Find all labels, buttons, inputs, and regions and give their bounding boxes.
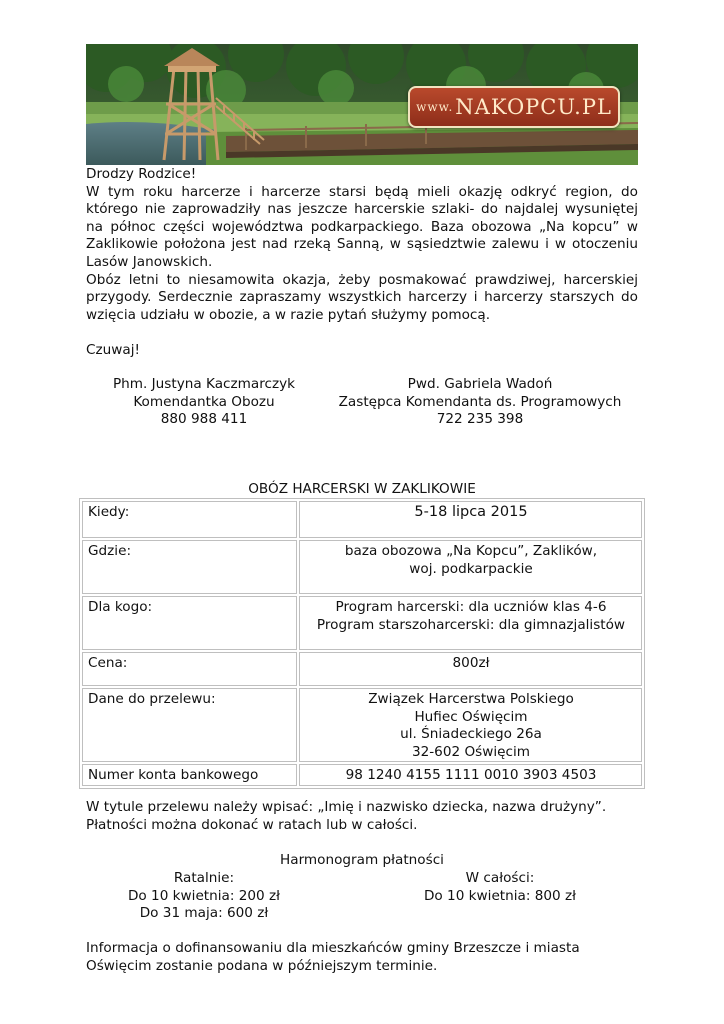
row-value <box>299 596 642 650</box>
funding-info <box>86 940 638 975</box>
row-label: Kiedy: <box>82 501 297 538</box>
value-line: Związek Harcerstwa Polskiego <box>368 691 574 707</box>
payment-schedule-title: Harmonogram płatności <box>280 852 444 868</box>
camp-dates: 5-18 lipca 2015 <box>414 504 528 520</box>
row-label: Dla kogo: <box>82 596 297 650</box>
installment-item: Do 31 maja: 600 zł <box>139 905 269 922</box>
signature-role: Komendantka Obozu <box>133 393 275 410</box>
row-value <box>299 540 642 594</box>
table-row <box>82 596 642 650</box>
row-label: Dane do przelewu: <box>82 688 297 762</box>
row-value <box>299 764 642 786</box>
row-value <box>299 652 642 686</box>
transfer-title-instruction: W tytule przelewu należy wpisać: „Imię i nazwisko dziecka, nazwa drużyny”. <box>86 799 607 815</box>
letter-paragraph-2: Obóz letni to niesamowita okazja, żeby posmakować prawdziwej, harcerskiej przygody. Serdecznie zapraszamy wszystkich harcerzy i harcerzy starszych do wzięcia udziału w obozie, a w razie pytań służymy pomocą. <box>86 271 638 323</box>
table-row <box>82 688 642 762</box>
value-line: woj. podkarpackie <box>409 560 533 577</box>
letter-closing: Czuwaj! <box>86 341 140 358</box>
table-row <box>82 540 642 594</box>
letter-greeting: Drodzy Rodzice! <box>86 166 197 182</box>
camp-table-title: OBÓZ HARCERSKI W ZAKLIKOWIE <box>248 481 476 497</box>
signature-phone: 880 988 411 <box>160 411 248 428</box>
signature-role: Zastępca Komendanta ds. Programowych <box>338 393 622 410</box>
letter-paragraph-1: W tym roku harcerze i harcerze starsi będą mieli okazję odkryć region, do którego nie zaprowadziły nas jeszcze harcerskie szlaki- do najdalej wysuniętej na północ części województwa podkarpackiego. Baza obozowa „Na kopcu” w Zaklikowie położona jest nad rzeką Sanną, w sąsiedztwie zalewu i w otoczeniu Lasów Janowskich. <box>86 183 638 270</box>
header-banner-image <box>86 44 638 165</box>
signature-name: Phm. Justyna Kaczmarczyk <box>112 376 296 392</box>
signature-camp-leader <box>86 376 322 429</box>
full-payment-heading: W całości: <box>465 870 535 886</box>
letter-body <box>86 166 638 360</box>
row-label: Gdzie: <box>82 540 297 594</box>
row-value <box>299 501 642 538</box>
signature-name: Pwd. Gabriela Wadoń <box>407 376 553 392</box>
logo-prefix: www. <box>416 100 454 114</box>
transfer-info <box>86 799 638 834</box>
table-row <box>82 764 642 786</box>
row-label: Numer konta bankowego <box>82 764 297 786</box>
value-line: ul. Śniadeckiego 26a <box>400 726 542 743</box>
value-line: Program harcerski: dla uczniów klas 4-6 <box>335 599 607 615</box>
signature-deputy-leader <box>322 376 638 429</box>
table-row <box>82 501 642 538</box>
value-line: Hufiec Oświęcim <box>414 708 528 725</box>
installments-heading: Ratalnie: <box>173 870 235 886</box>
payment-options-note: Płatności można dokonać w ratach lub w całości. <box>86 816 418 833</box>
price-value: 800zł <box>452 655 490 671</box>
value-line: baza obozowa „Na Kopcu”, Zaklików, <box>344 543 598 559</box>
installments-column <box>86 870 322 923</box>
logo-text: NAKOPCU.PL <box>455 95 612 119</box>
bank-account-number: 98 1240 4155 1111 0010 3903 4503 <box>345 767 597 784</box>
value-line: 32-602 Oświęcim <box>411 743 530 760</box>
row-label: Cena: <box>82 652 297 686</box>
installment-item: Do 10 kwietnia: 200 zł <box>127 887 281 904</box>
signature-phone: 722 235 398 <box>436 411 524 428</box>
camp-info-table <box>79 498 645 789</box>
full-payment-item: Do 10 kwietnia: 800 zł <box>423 887 577 904</box>
row-value <box>299 688 642 762</box>
full-payment-column <box>380 870 620 905</box>
funding-line: Oświęcim zostanie podana w późniejszym terminie. <box>86 957 438 974</box>
funding-line: Informacja o dofinansowaniu dla mieszkańców gminy Brzeszcze i miasta <box>86 940 580 956</box>
site-logo <box>408 86 620 128</box>
value-line: Program starszoharcerski: dla gimnazjalistów <box>316 616 626 633</box>
table-row <box>82 652 642 686</box>
